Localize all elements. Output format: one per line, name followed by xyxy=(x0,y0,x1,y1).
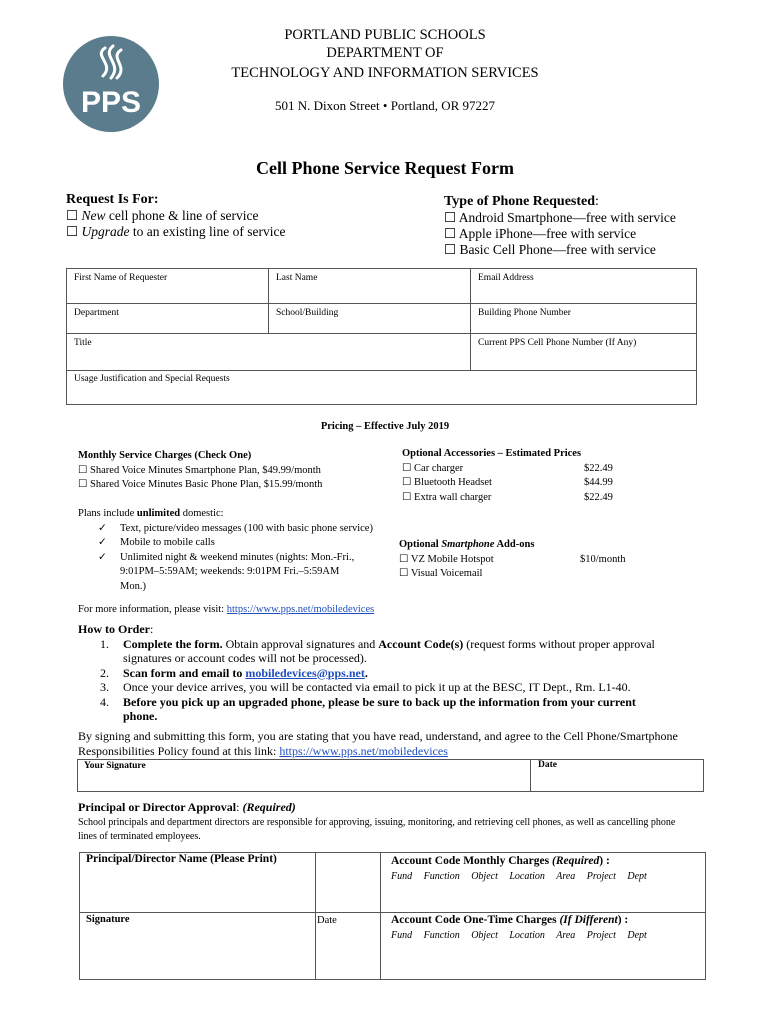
request-upgrade-text: to an existing line of service xyxy=(129,224,286,239)
signature-box xyxy=(77,759,704,792)
approval-heading-bold: Principal or Director Approval xyxy=(78,800,237,814)
principal-name-field[interactable] xyxy=(80,853,380,912)
department-label: Department xyxy=(74,308,119,318)
monthly-code-fields: Fund Function Object Location Area Project Dept xyxy=(391,871,647,882)
phone-option-label: Apple iPhone—free with service xyxy=(458,226,637,241)
org-name: PORTLAND PUBLIC SCHOOLS xyxy=(284,27,486,43)
include-text: Text, picture/video messages (100 with basic phone service) xyxy=(120,522,373,534)
smartphone-addons xyxy=(399,538,659,582)
signature-date-label: Date xyxy=(538,760,557,770)
check-icon: ✓ xyxy=(98,522,107,534)
usage-label: Usage Justification and Special Requests xyxy=(74,374,230,384)
approval-note: School principals and department directors are responsible for approving, issuing, monitoring, and retrieving cell phones, as well as cancelling phone lines of terminated employees. xyxy=(78,817,676,842)
principal-signature-label: Signature xyxy=(86,914,130,925)
plans-prefix: Plans include xyxy=(78,508,137,519)
plan-includes xyxy=(78,507,398,594)
addon-item[interactable] xyxy=(399,553,659,568)
accessory-price: $22.49 xyxy=(584,491,613,503)
monthly-heading: Monthly Service Charges (Check One) xyxy=(78,450,252,461)
accessory-price: $44.99 xyxy=(584,477,613,488)
code-label-text: Account Code Monthly Charges xyxy=(391,855,552,867)
onetime-code-fields: Fund Function Object Location Area Project Dept xyxy=(391,930,647,941)
include-item xyxy=(78,551,398,595)
your-signature-label: Your Signature xyxy=(84,761,146,771)
request-new-text: cell phone & line of service xyxy=(105,208,259,223)
request-upgrade-em: Upgrade xyxy=(81,224,130,239)
how-to-order xyxy=(78,622,698,724)
accessory-price: $22.49 xyxy=(584,462,613,474)
principal-name-label: Principal/Director Name (Please Print) xyxy=(86,853,277,865)
accessories xyxy=(402,447,642,505)
addon-price: $10/month xyxy=(580,553,626,565)
request-new-option[interactable] xyxy=(66,208,285,224)
phone-option-label: Android Smartphone—free with service xyxy=(458,210,676,225)
checkbox-icon[interactable]: ☐ xyxy=(402,491,412,503)
checkbox-icon[interactable]: ☐ xyxy=(444,226,457,241)
addon-name: Visual Voicemail xyxy=(410,568,483,579)
checkbox-icon[interactable]: ☐ xyxy=(402,477,412,488)
order-step xyxy=(78,695,698,724)
signature-date-field[interactable] xyxy=(531,760,703,791)
order-colon: : xyxy=(149,622,154,636)
last-name-label: Last Name xyxy=(276,273,318,283)
step-number: 4. xyxy=(100,694,109,709)
building-phone-field[interactable] xyxy=(471,304,696,333)
addon-item[interactable] xyxy=(399,567,659,582)
plans-bold: unlimited xyxy=(136,508,181,519)
accessory-name: Car charger xyxy=(414,462,464,474)
checkbox-icon[interactable]: ☐ xyxy=(402,462,412,474)
request-new-em: New xyxy=(81,208,106,223)
phone-option-label: Basic Cell Phone—free with service xyxy=(459,242,656,257)
email-link[interactable]: mobiledevices@pps.net xyxy=(245,665,365,680)
step-text: Once your device arrives, you will be contacted via email to pick it up at the BESC, IT Dept., Rm. L1-40. xyxy=(123,680,631,694)
check-icon: ✓ xyxy=(98,551,107,563)
monthly-option-label: Shared Voice Minutes Basic Phone Plan, $15.99/month xyxy=(90,479,323,490)
addons-suffix: Add-ons xyxy=(494,539,535,550)
approval-colon: : xyxy=(236,800,243,814)
building-phone-label: Building Phone Number xyxy=(478,308,571,318)
accessory-item[interactable] xyxy=(402,491,642,506)
order-step xyxy=(78,680,698,695)
accessory-name: Extra wall charger xyxy=(414,491,492,503)
code-label-req: (If Different xyxy=(559,914,618,926)
more-info-text: For more information, please visit: xyxy=(78,604,225,615)
approval-table xyxy=(79,852,706,980)
monthly-charges xyxy=(78,449,398,493)
checkbox-icon[interactable]: ☐ xyxy=(399,568,409,579)
phone-type-colon: : xyxy=(595,194,599,209)
your-signature-field[interactable] xyxy=(78,760,530,791)
code-label-text: Account Code One-Time Charges xyxy=(391,914,560,926)
usage-field[interactable] xyxy=(67,371,696,404)
order-step xyxy=(78,666,698,681)
title-field[interactable] xyxy=(67,334,470,370)
title-label: Title xyxy=(74,338,92,348)
step-bold: . xyxy=(364,665,368,680)
step-bold: Scan form and email to xyxy=(123,665,246,680)
accessory-name: Bluetooth Headset xyxy=(414,477,492,488)
accessory-item[interactable] xyxy=(402,462,642,477)
plans-suffix: domestic: xyxy=(180,508,224,519)
addons-prefix: Optional xyxy=(399,539,442,550)
phone-option-basic[interactable] xyxy=(444,242,676,258)
request-upgrade-option[interactable] xyxy=(66,224,285,240)
monthly-option-basic[interactable] xyxy=(78,478,398,493)
check-icon: ✓ xyxy=(98,537,107,548)
checkbox-icon[interactable]: ☐ xyxy=(78,479,88,490)
email-label: Email Address xyxy=(478,273,534,283)
accessory-item[interactable] xyxy=(402,476,642,491)
monthly-option-label: Shared Voice Minutes Smartphone Plan, $49.99/month xyxy=(90,464,321,476)
include-item xyxy=(78,522,398,537)
principal-signature-field[interactable] xyxy=(80,913,315,979)
onetime-code-label xyxy=(391,914,628,926)
school-field[interactable] xyxy=(269,304,470,333)
include-text: Mobile to mobile calls xyxy=(120,537,215,548)
code-label-end: ) : xyxy=(617,914,629,926)
step-bold: Complete the form. xyxy=(123,636,223,651)
phone-option-android[interactable] xyxy=(444,210,676,226)
more-info-link[interactable]: https://www.pps.net/mobiledevices xyxy=(226,604,375,615)
phone-type-section xyxy=(444,192,676,258)
first-name-field[interactable] xyxy=(67,269,268,303)
step-number: 3. xyxy=(100,680,109,694)
step-bold: Account Code(s) xyxy=(378,636,464,651)
step-text: (request forms without proper approval signatures or account codes will not be processed). xyxy=(123,636,655,665)
current-number-label: Current PPS Cell Phone Number (If Any) xyxy=(478,338,637,348)
first-name-label: First Name of Requester xyxy=(74,273,168,283)
monthly-account-code-field[interactable] xyxy=(381,853,705,912)
approval-heading xyxy=(78,800,296,815)
phone-option-iphone[interactable] xyxy=(444,226,676,242)
email-field[interactable] xyxy=(471,269,696,303)
pricing-heading: Pricing – Effective July 2019 xyxy=(320,421,450,432)
addon-name: VZ Mobile Hotspot xyxy=(410,553,494,565)
monthly-code-label xyxy=(391,855,610,867)
division-name: TECHNOLOGY AND INFORMATION SERVICES xyxy=(231,65,539,81)
last-name-field[interactable] xyxy=(269,269,470,303)
code-label-req: (Required xyxy=(552,855,600,867)
agreement-text: By signing and submitting this form, you are stating that you have read, understand, and agree to the Cell Phone/Smartphone Responsibilities Policy found at this link: xyxy=(78,729,678,758)
agreement xyxy=(78,729,678,758)
include-text: Unlimited night & weekend minutes (nights: Mon.-Fri., 9:01PM–5:59AM; weekends: 9:01PM Fri.–5:59AM Mon.) xyxy=(120,551,355,592)
request-section xyxy=(66,192,285,240)
step-bold: Before you pick up an upgraded phone, please be sure to back up the information from your current phone. xyxy=(123,694,636,723)
checkbox-icon[interactable]: ☐ xyxy=(399,553,409,565)
dept-name: DEPARTMENT OF xyxy=(326,45,444,61)
school-label: School/Building xyxy=(276,308,339,318)
agreement-link[interactable]: https://www.pps.net/mobiledevices xyxy=(279,743,448,758)
step-number: 1. xyxy=(100,636,109,651)
phone-type-heading: Type of Phone Requested xyxy=(444,194,596,209)
checkbox-icon[interactable]: ☐ xyxy=(78,464,88,476)
checkbox-icon[interactable]: ☐ xyxy=(444,210,457,225)
accessories-heading: Optional Accessories – Estimated Prices xyxy=(402,448,582,459)
address: 501 N. Dixon Street • Portland, OR 97227 xyxy=(274,98,496,113)
addons-em: Smartphone xyxy=(441,539,495,550)
checkbox-icon[interactable]: ☐ xyxy=(66,224,79,239)
checkbox-icon[interactable]: ☐ xyxy=(444,242,457,257)
order-heading: How to Order xyxy=(78,622,150,636)
requester-fields xyxy=(66,268,697,405)
approval-date-field[interactable] xyxy=(316,913,380,979)
department-field[interactable] xyxy=(67,304,268,333)
order-step xyxy=(78,637,698,666)
logo-text: PPS xyxy=(80,86,142,119)
checkbox-icon[interactable]: ☐ xyxy=(66,208,79,223)
monthly-option-smartphone[interactable] xyxy=(78,464,398,479)
form-title: Cell Phone Service Request Form xyxy=(256,158,514,178)
approval-date-label: Date xyxy=(317,915,337,926)
approval-required: (Required) xyxy=(242,800,296,814)
onetime-account-code-field[interactable] xyxy=(381,913,705,979)
more-info xyxy=(78,603,478,618)
step-text: Obtain approval signatures and xyxy=(222,636,379,651)
request-heading: Request Is For: xyxy=(66,192,159,207)
include-item xyxy=(78,536,398,551)
step-number: 2. xyxy=(100,665,109,680)
code-label-end: ) : xyxy=(599,855,610,867)
current-number-field[interactable] xyxy=(471,334,696,370)
